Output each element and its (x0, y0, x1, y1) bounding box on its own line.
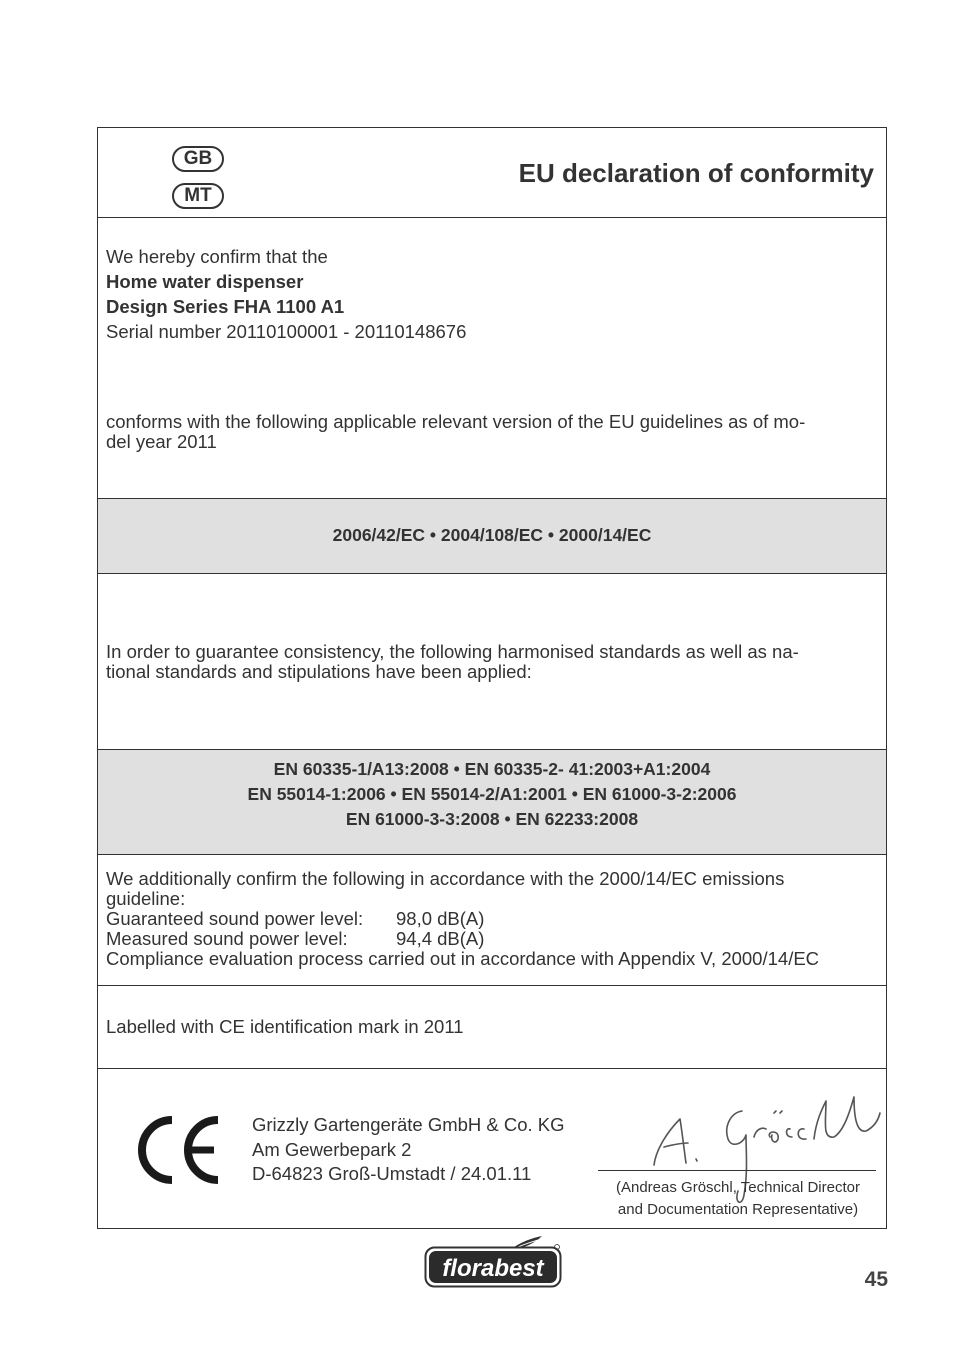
company-address (252, 1113, 565, 1187)
measured-sound-value: 94,4 dB(A) (396, 928, 485, 949)
company-street: Am Gewerbepark 2 (252, 1138, 412, 1160)
measured-sound-row (106, 929, 878, 949)
measured-sound-label: Measured sound power level: (106, 928, 348, 949)
compliance-text: Compliance evaluation process carried out in accordance with Appendix V, 2000/14/EC (106, 948, 820, 969)
emissions-line-1: We additionally confirm the following in accordance with the 2000/14/EC emissions (106, 868, 785, 889)
standards-line-1: EN 60335-1/A13:2008 • EN 60335-2- 41:2003+A1:2004 (273, 759, 711, 779)
guaranteed-sound-row (106, 909, 878, 929)
header-row (98, 128, 886, 218)
standards-intro-section (98, 574, 886, 749)
signatory-caption (598, 1177, 878, 1221)
standards-intro-text (106, 642, 878, 682)
product-name: Home water dispenser (106, 271, 304, 292)
guaranteed-sound-value: 98,0 dB(A) (396, 908, 485, 929)
product-block (106, 244, 878, 344)
signature-line (598, 1170, 876, 1171)
signatory-line-2: and Documentation Representative) (617, 1201, 859, 1218)
signatory-line-1: (Andreas Gröschl, Technical Director (616, 1179, 860, 1196)
emissions-line-2: guideline: (106, 888, 186, 909)
standards-line-3: EN 61000-3-3:2008 • EN 62233:2008 (345, 809, 639, 829)
page-title: EU declaration of conformity (518, 158, 874, 188)
florabest-logo (424, 1234, 564, 1290)
lang-badge-mt: MT (172, 183, 224, 209)
standards-intro-line-2: tional standards and stipulations have been applied: (106, 661, 532, 682)
standards-intro-line-1: In order to guarantee consistency, the following harmonised standards as well as na- (106, 641, 799, 662)
lang-badge-gb: GB (172, 146, 224, 172)
product-section (98, 218, 886, 498)
company-city-date: D-64823 Groß-Umstadt / 24.01.11 (252, 1163, 532, 1184)
standards-list (98, 757, 886, 832)
page-number: 45 (864, 1268, 888, 1291)
directives-text: 2006/42/EC • 2004/108/EC • 2000/14/EC (332, 525, 652, 545)
ce-statement-section (98, 986, 886, 1068)
svg-text:florabest: florabest (442, 1255, 544, 1282)
conformance-line-2: del year 2011 (106, 431, 217, 452)
emissions-text (106, 869, 878, 969)
declaration-frame (97, 127, 887, 1229)
conformance-line-1: conforms with the following applicable relevant version of the EU guidelines as of mo- (106, 411, 806, 432)
standards-row (98, 750, 886, 854)
company-name: Grizzly Gartengeräte GmbH & Co. KG (252, 1114, 565, 1135)
conformance-text (106, 412, 878, 452)
signature-section (98, 1069, 886, 1229)
ce-statement-text: Labelled with CE identification mark in 2011 (106, 1016, 464, 1037)
product-model: Design Series FHA 1100 A1 (106, 296, 345, 317)
emissions-section (98, 855, 886, 985)
intro-text: We hereby confirm that the (106, 246, 328, 267)
ce-mark-icon (136, 1111, 224, 1189)
standards-line-2: EN 55014-1:2006 • EN 55014-2/A1:2001 • EN 61000-3-2:2006 (247, 784, 737, 804)
guaranteed-sound-label: Guaranteed sound power level: (106, 908, 364, 929)
serial-number: Serial number 20110100001 - 20110148676 (106, 321, 467, 342)
directives-row (98, 499, 886, 573)
